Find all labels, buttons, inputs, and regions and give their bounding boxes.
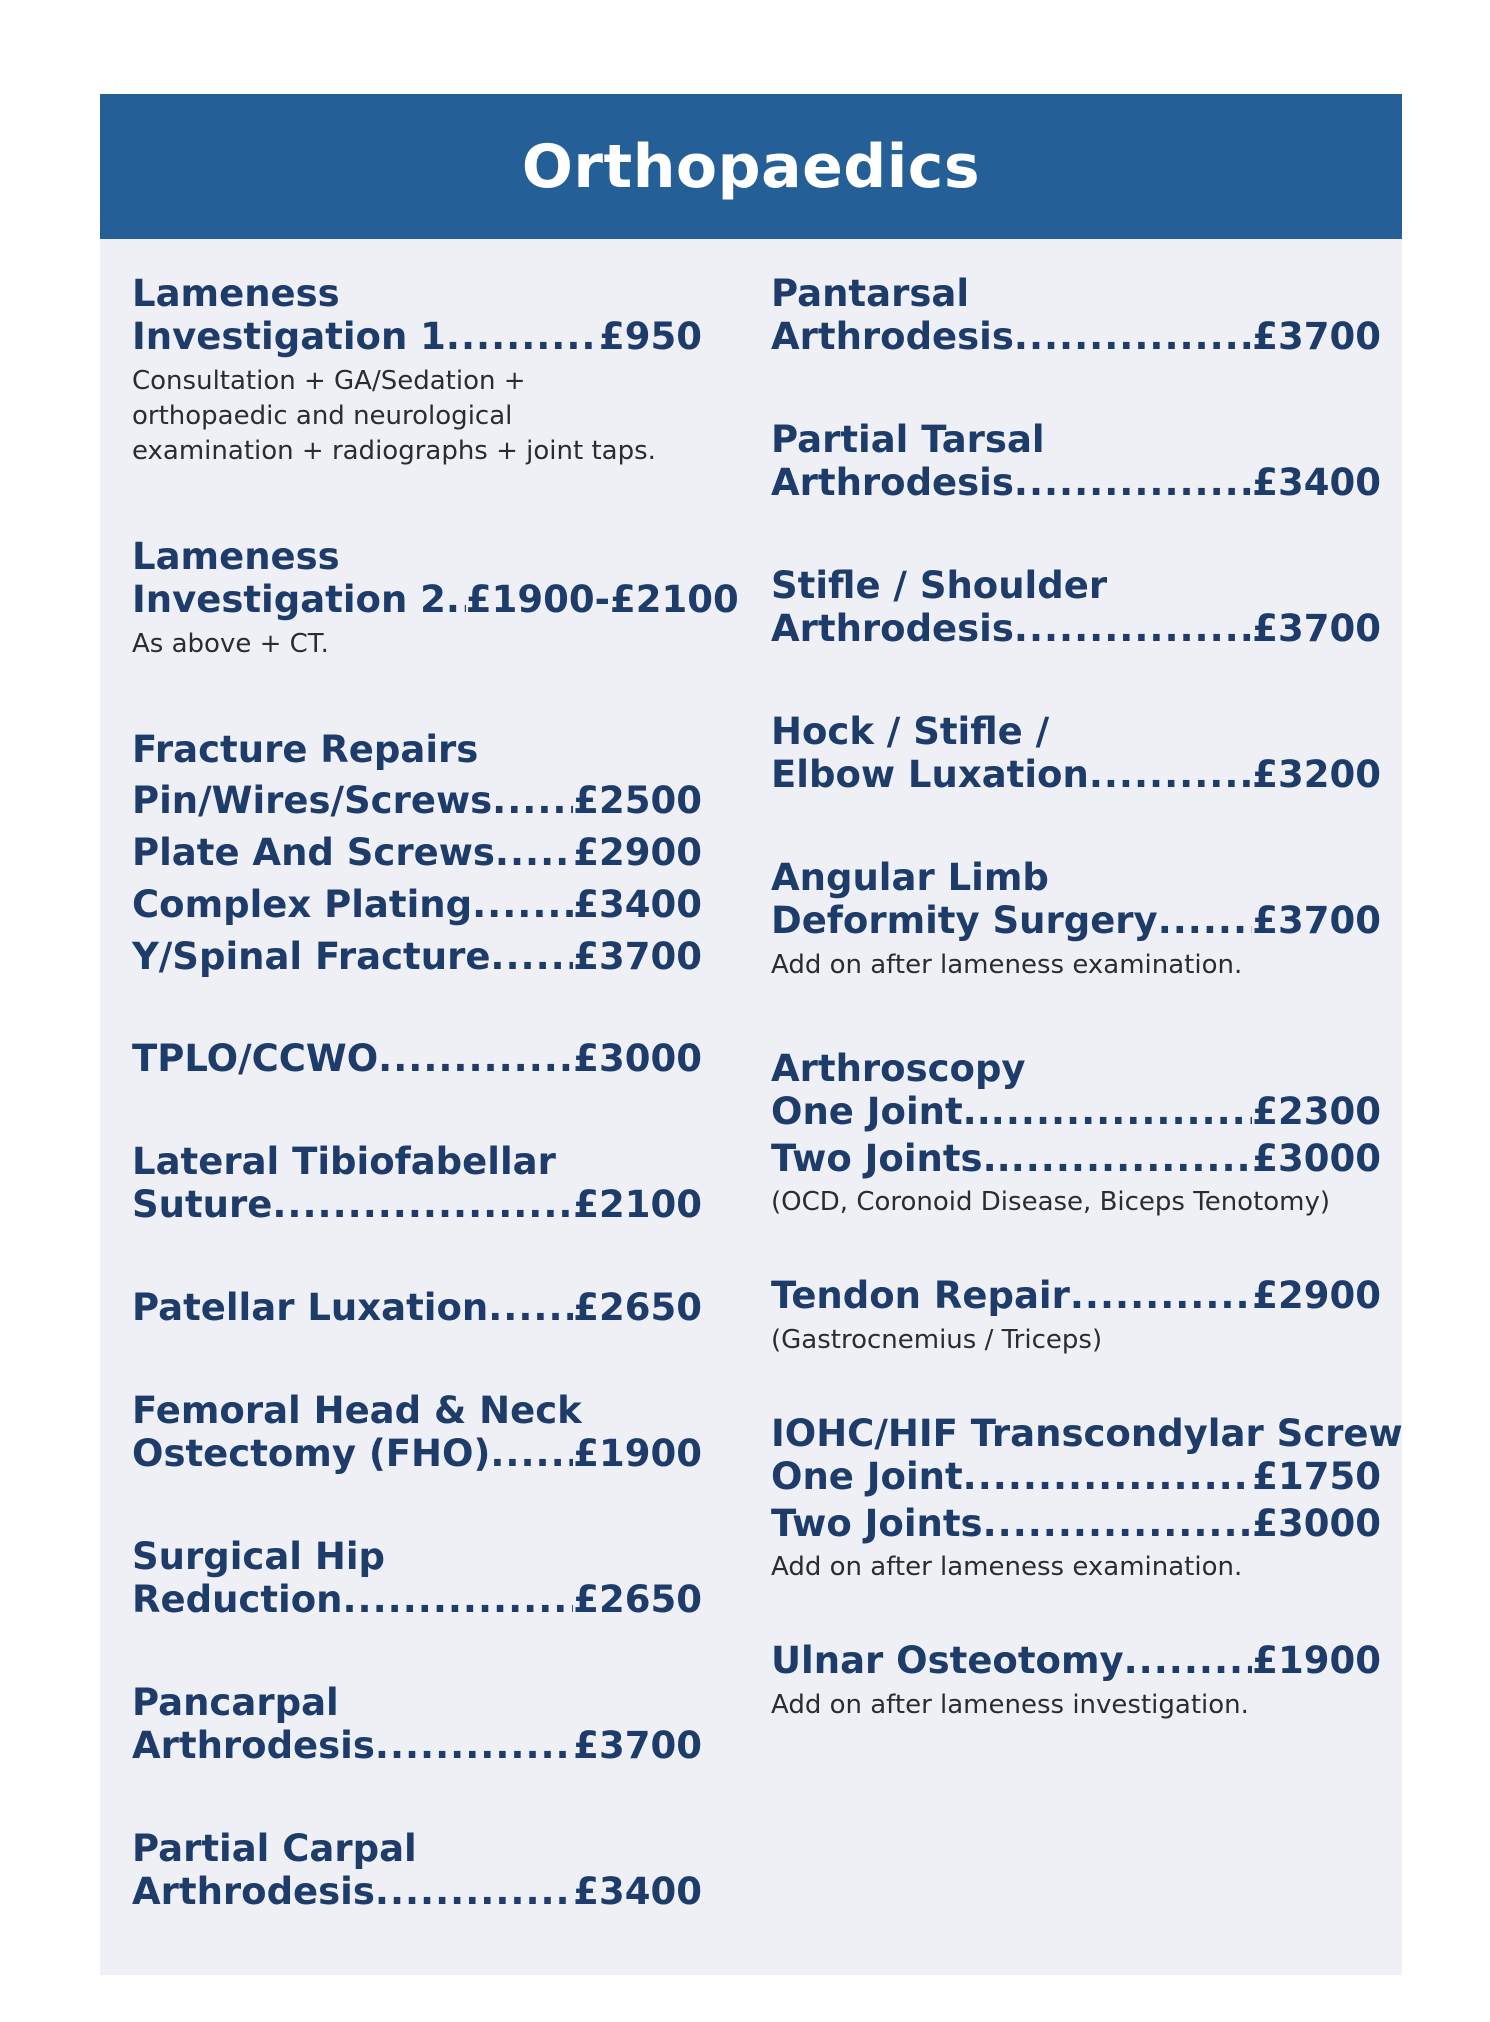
fracture-repairs — [132, 728, 702, 983]
entry-title: Femoral Head & Neck — [132, 1389, 582, 1432]
item-label: Arthrodesis — [771, 315, 1014, 358]
leader-dots — [983, 1498, 1253, 1550]
entry-title: Surgical Hip — [132, 1535, 386, 1578]
item-price: £2650 — [573, 1578, 702, 1621]
leader-dots — [492, 775, 573, 827]
item-price: £2300 — [1252, 1090, 1381, 1133]
price-row — [132, 1037, 702, 1080]
right-column — [771, 272, 1403, 1723]
item-note: (OCD, Coronoid Disease, Biceps Tenotomy) — [771, 1187, 1331, 1217]
pancarpal-arthrodesis — [132, 1681, 702, 1767]
lameness-investigation-1 — [132, 272, 702, 469]
entry-title: IOHC/HIF Transcondylar Screw — [771, 1412, 1403, 1455]
item-label: Y/Spinal Fracture — [132, 935, 491, 978]
leader-dots — [272, 1183, 573, 1226]
entry-title: Fracture Repairs — [132, 728, 479, 771]
leader-dots — [963, 1455, 1253, 1498]
price-row — [771, 753, 1381, 796]
item-price: £2650 — [573, 1286, 702, 1329]
item-price: £3000 — [573, 1037, 702, 1080]
item-price: £3700 — [1252, 899, 1381, 942]
price-row — [771, 1498, 1381, 1550]
leader-dots — [1158, 899, 1253, 942]
leader-dots — [1089, 753, 1252, 796]
entry-title: Partial Tarsal — [771, 418, 1045, 461]
item-label: One Joint.. — [771, 1090, 991, 1133]
price-row — [771, 1133, 1381, 1185]
surgical-hip-reduction — [132, 1535, 702, 1621]
price-row — [132, 578, 739, 621]
price-row — [132, 827, 702, 879]
leader-dots — [446, 578, 466, 621]
item-price: £2900 — [1252, 1274, 1381, 1317]
item-label: Reduction — [132, 1578, 343, 1621]
item-price: £2500 — [573, 779, 702, 822]
leader-dots — [1070, 1274, 1252, 1317]
price-row — [132, 1578, 702, 1621]
item-note: (Gastrocnemius / Triceps) — [771, 1325, 1103, 1355]
lateral-tibiofabellar-suture — [132, 1140, 702, 1226]
ulnar-osteotomy — [771, 1639, 1381, 1723]
iohc-hif-transcondylar-screw — [771, 1412, 1403, 1585]
leader-dots — [375, 1724, 573, 1767]
leader-dots — [446, 315, 599, 358]
tendon-repair — [771, 1274, 1381, 1358]
price-row — [132, 1286, 702, 1329]
item-label: Pin/Wires/Screws — [132, 779, 493, 822]
price-row — [771, 1274, 1381, 1317]
price-row — [771, 315, 1381, 358]
tplo-ccwo — [132, 1037, 702, 1080]
leader-dots — [488, 1286, 573, 1329]
item-price: £3400 — [573, 1870, 702, 1913]
header-banner — [100, 94, 1402, 239]
leader-dots — [375, 1870, 573, 1913]
item-label: Tendon Repair — [771, 1274, 1070, 1317]
femoral-head-neck-ostectomy — [132, 1389, 702, 1475]
item-label: Arthrodesis — [771, 607, 1014, 650]
page-title: Orthopaedics — [521, 131, 981, 202]
item-price: £2100 — [573, 1183, 702, 1226]
item-label: Investigation 1 — [132, 315, 446, 358]
price-row — [132, 315, 702, 358]
leader-dots — [472, 879, 573, 931]
partial-tarsal-arthrodesis — [771, 418, 1381, 504]
hock-stifle-elbow-luxation — [771, 710, 1381, 796]
item-price: £3000 — [1252, 1137, 1381, 1180]
leader-dots — [991, 1090, 1252, 1133]
item-note — [132, 364, 702, 469]
item-label: Arthrodesis — [132, 1724, 375, 1767]
price-row — [771, 461, 1381, 504]
leader-dots — [495, 827, 573, 879]
stifle-shoulder-arthrodesis — [771, 564, 1381, 650]
item-label: Suture — [132, 1183, 273, 1226]
item-price: £3000 — [1252, 1502, 1381, 1545]
entry-title: Pancarpal — [132, 1681, 339, 1724]
item-note: As above + CT. — [132, 629, 329, 659]
leader-dots — [1124, 1639, 1253, 1682]
patellar-luxation — [132, 1286, 702, 1329]
price-row — [771, 1455, 1381, 1498]
entry-title: Arthroscopy — [771, 1047, 1026, 1090]
leader-dots — [1014, 315, 1252, 358]
entry-title: Stifle / Shoulder — [771, 564, 1108, 607]
item-label: Patellar Luxation — [132, 1286, 489, 1329]
item-note: Add on after lameness investigation. — [771, 1690, 1249, 1720]
note-line: examination + radiographs + joint taps. — [132, 436, 656, 466]
note-line: Consultation + GA/Sedation + — [132, 366, 526, 396]
item-label: TPLO/CCWO — [132, 1037, 379, 1080]
item-price: £3200 — [1252, 753, 1381, 796]
item-price: £1900 — [573, 1432, 702, 1475]
item-label: Ostectomy (FHO) — [132, 1432, 491, 1475]
item-label: Two Joints — [771, 1502, 983, 1545]
price-row — [771, 899, 1381, 942]
leader-dots — [342, 1578, 573, 1621]
price-row — [132, 775, 702, 827]
leader-dots — [490, 931, 573, 983]
item-price: £2900 — [573, 831, 702, 874]
item-note: Add on after lameness examination. — [771, 1552, 1243, 1582]
entry-title: Lateral Tibiofabellar — [132, 1140, 556, 1183]
price-row — [132, 879, 702, 931]
price-row — [132, 1432, 702, 1475]
price-row — [771, 1090, 1381, 1133]
price-row — [771, 1639, 1381, 1682]
item-label: Deformity Surgery — [771, 899, 1158, 942]
leader-dots — [1014, 461, 1252, 504]
item-price: £3700 — [1252, 315, 1381, 358]
entry-title: Lameness — [132, 272, 340, 315]
item-label: Complex Plating — [132, 883, 473, 926]
price-row — [132, 1724, 702, 1767]
item-price: £3700 — [573, 1724, 702, 1767]
item-label: Plate And Screws — [132, 831, 495, 874]
item-price: £950 — [599, 315, 702, 358]
item-price: £3400 — [1252, 461, 1381, 504]
item-label: Elbow Luxation — [771, 753, 1089, 796]
leader-dots — [490, 1432, 573, 1475]
price-row — [132, 1183, 702, 1226]
entry-title: Angular Limb — [771, 856, 1049, 899]
item-label: Arthrodesis — [771, 461, 1014, 504]
item-price: £1900-£2100 — [465, 578, 739, 621]
price-row — [132, 931, 702, 983]
entry-title: Lameness — [132, 535, 340, 578]
item-price: £1750 — [1252, 1455, 1381, 1498]
item-note: Add on after lameness examination. — [771, 950, 1243, 980]
item-label: Ulnar Osteotomy — [771, 1639, 1124, 1682]
item-price: £1900 — [1252, 1639, 1381, 1682]
pantarsal-arthrodesis — [771, 272, 1381, 358]
leader-dots — [378, 1037, 573, 1080]
entry-title: Hock / Stifle / — [771, 710, 1050, 753]
leader-dots — [1014, 607, 1252, 650]
item-price: £3400 — [573, 883, 702, 926]
note-line: orthopaedic and neurological — [132, 401, 513, 431]
item-price: £3700 — [1252, 607, 1381, 650]
entry-title: Partial Carpal — [132, 1827, 417, 1870]
item-price: £3700 — [573, 935, 702, 978]
partial-carpal-arthrodesis — [132, 1827, 702, 1913]
lameness-investigation-2 — [132, 535, 739, 662]
leader-dots — [1011, 1133, 1253, 1185]
item-label: Investigation 2 — [132, 578, 446, 621]
entry-title: Pantarsal — [771, 272, 970, 315]
arthroscopy — [771, 1047, 1381, 1220]
item-label: One Joint — [771, 1455, 963, 1498]
item-label: Arthrodesis — [132, 1870, 375, 1913]
angular-limb-deformity-surgery — [771, 856, 1381, 983]
item-label: Two Joints.. — [771, 1137, 1011, 1180]
price-row — [132, 1870, 702, 1913]
left-column — [132, 272, 739, 1913]
price-row — [771, 607, 1381, 650]
